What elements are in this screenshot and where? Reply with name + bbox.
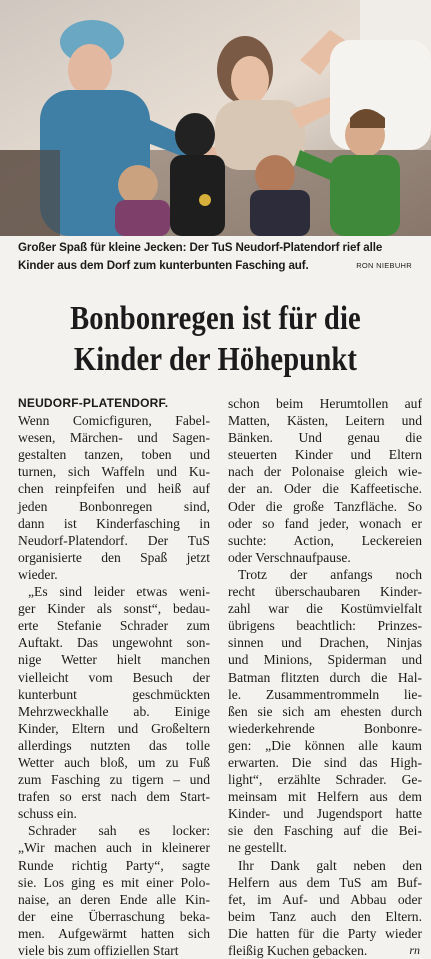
- article-line: und Minions, Spiderman und: [228, 652, 422, 668]
- article-line: zum Fasching zu tigern – und: [18, 772, 210, 788]
- article-line: suchte: Action, Leckereien: [228, 532, 422, 548]
- article-line: men. Aufgewärmt hatten sich: [18, 925, 210, 941]
- article-line: wieder.: [18, 566, 58, 582]
- author-signature: rn: [409, 943, 420, 957]
- article-line: fet, im Auf- und Abbau oder: [228, 891, 422, 907]
- article-line: übrigens beachtlich: Prinzes-: [228, 618, 422, 634]
- article-line: oder so fand jeder, wonach er: [228, 515, 422, 531]
- article-line: turnen, sich Waffeln und Ku-: [18, 464, 210, 480]
- headline-line-2: Kinder der Höhepunkt: [73, 341, 358, 378]
- article-line: Mehrzweckhalle ab. Einige: [18, 703, 210, 719]
- article-line: zahl war die Kostümvielfalt: [228, 601, 422, 617]
- headline: [41, 298, 390, 380]
- article-line: Kinder- und Jugendsport hatte: [228, 806, 422, 822]
- article-line: Batman flitzten durch die Hal-: [228, 669, 422, 685]
- article-line: Kinder, Eltern und Großeltern: [18, 720, 210, 736]
- article-line: „Es sind leider etwas weni-: [28, 584, 210, 600]
- article-line: allerdings nutzten das tolle: [18, 737, 210, 753]
- article-line: oder Verschnaufpause.: [228, 549, 351, 565]
- article-line: Neudorf-Platendorf. Der TuS: [18, 532, 210, 548]
- article-line: ßen sie sich am ehesten durch: [228, 703, 422, 719]
- article-line: recht überschaubaren Kinder-: [228, 584, 422, 600]
- article-line: sinnen und Drachen, Ninjas: [228, 635, 422, 651]
- photo-credit: RON NIEBUHR: [356, 261, 412, 270]
- article-line: der an. Oder die Kaffeetische.: [228, 481, 422, 497]
- article-line: erte Stefanie Schrader zum: [18, 618, 210, 634]
- article-line: wesen, Märchen- und Sagen-: [18, 430, 210, 446]
- article-line: steuerten Kinder und Eltern: [228, 447, 422, 463]
- article-column-right: [228, 395, 422, 959]
- article-line: light“, erzählte Schrader. Ge-: [228, 772, 422, 788]
- article-line: meinsam mit Helfern aus dem: [228, 789, 422, 805]
- article-line: chen reinpfeifen und heiß auf: [18, 481, 210, 497]
- article-line: naise, an deren Ende alle Kin-: [18, 891, 210, 907]
- article-line: Die hatten für die Party wieder: [228, 925, 422, 941]
- article-line: schon beim Herumtollen auf: [228, 396, 422, 411]
- caption-line-1: Großer Spaß für kleine Jecken: Der TuS Neudorf-Platendorf rief alle: [18, 241, 383, 254]
- article-line: ger Kinder als sonst“, bedau-: [18, 601, 210, 617]
- headline-line-1: Bonbonregen ist für die: [70, 300, 361, 337]
- article-line: ne gestellt.: [228, 840, 287, 856]
- article-line: Oder die große Tanzfläche. So: [228, 498, 422, 514]
- article-line: erwarten. Die sind das High-: [228, 754, 422, 770]
- article-line: sie. Los ging es mit einer Polo-: [18, 874, 210, 890]
- article-line: fleißig Kuchen gebacken. rn: [228, 943, 420, 958]
- article-photo: [0, 0, 431, 236]
- article-line: Matten, Kästen, Leitern und: [228, 413, 422, 429]
- article-line: Wetter auch bloß, um zu Fuß: [18, 754, 210, 770]
- article-line: „Wir machen auch in kleinerer: [18, 840, 210, 856]
- article-line: gestalten tanzen, toben und: [18, 447, 210, 463]
- article-line: wiederkehrende Bonbonre-: [228, 720, 422, 736]
- caption-line-2: Kinder aus dem Dorf zum kunterbunten Fasching auf.: [18, 259, 309, 272]
- article-line: jeden Bonbonregen sind,: [18, 498, 210, 514]
- article-line: viele bis zum offiziellen Start: [18, 943, 179, 958]
- article-line: Ihr Dank galt neben den: [238, 857, 422, 873]
- article-line: kunterbunt geschmückten: [18, 686, 210, 702]
- article-line: Wenn Comicfiguren, Fabel-: [18, 413, 210, 429]
- article-line: der eine Überraschung beka-: [18, 908, 210, 924]
- article-line: organisierte den Spaß jetzt: [18, 549, 210, 565]
- article-line: Helfern aus dem TuS am Buf-: [228, 874, 422, 890]
- photo-caption: [18, 239, 420, 275]
- article-line: beim Tanz auch den Eltern.: [228, 908, 422, 924]
- article-line: dann ist Kinderfasching in: [18, 515, 210, 531]
- article-line: gen: „Die können alle kaum: [228, 737, 422, 753]
- article-line: Runde richtig Party“, sagte: [18, 857, 210, 873]
- article-line: sie den Fasching auf die Bei-: [228, 823, 422, 839]
- article-line: trafen so erst nach dem Start-: [18, 789, 210, 805]
- article-line: le. Zusammentrommeln lie-: [228, 686, 422, 702]
- article-line: nach der Polonaise gleich wie-: [228, 464, 422, 480]
- article-line: Trotz der anfangs noch: [238, 566, 422, 582]
- article-line: nige Wetter hielt manchen: [18, 652, 210, 668]
- photo-illustration: [0, 0, 431, 236]
- article-line: Auftakt. Das ungewohnt son-: [18, 635, 210, 651]
- article-line: schuss ein.: [18, 806, 77, 822]
- article-line: Schrader sah es locker:: [28, 823, 210, 839]
- article-column-left: [18, 395, 210, 959]
- article-line: Bänken. Und genau die: [228, 430, 422, 446]
- dateline: NEUDORF-PLATENDORF.: [18, 396, 169, 410]
- article-line: vielleicht vom Besuch der: [18, 669, 210, 685]
